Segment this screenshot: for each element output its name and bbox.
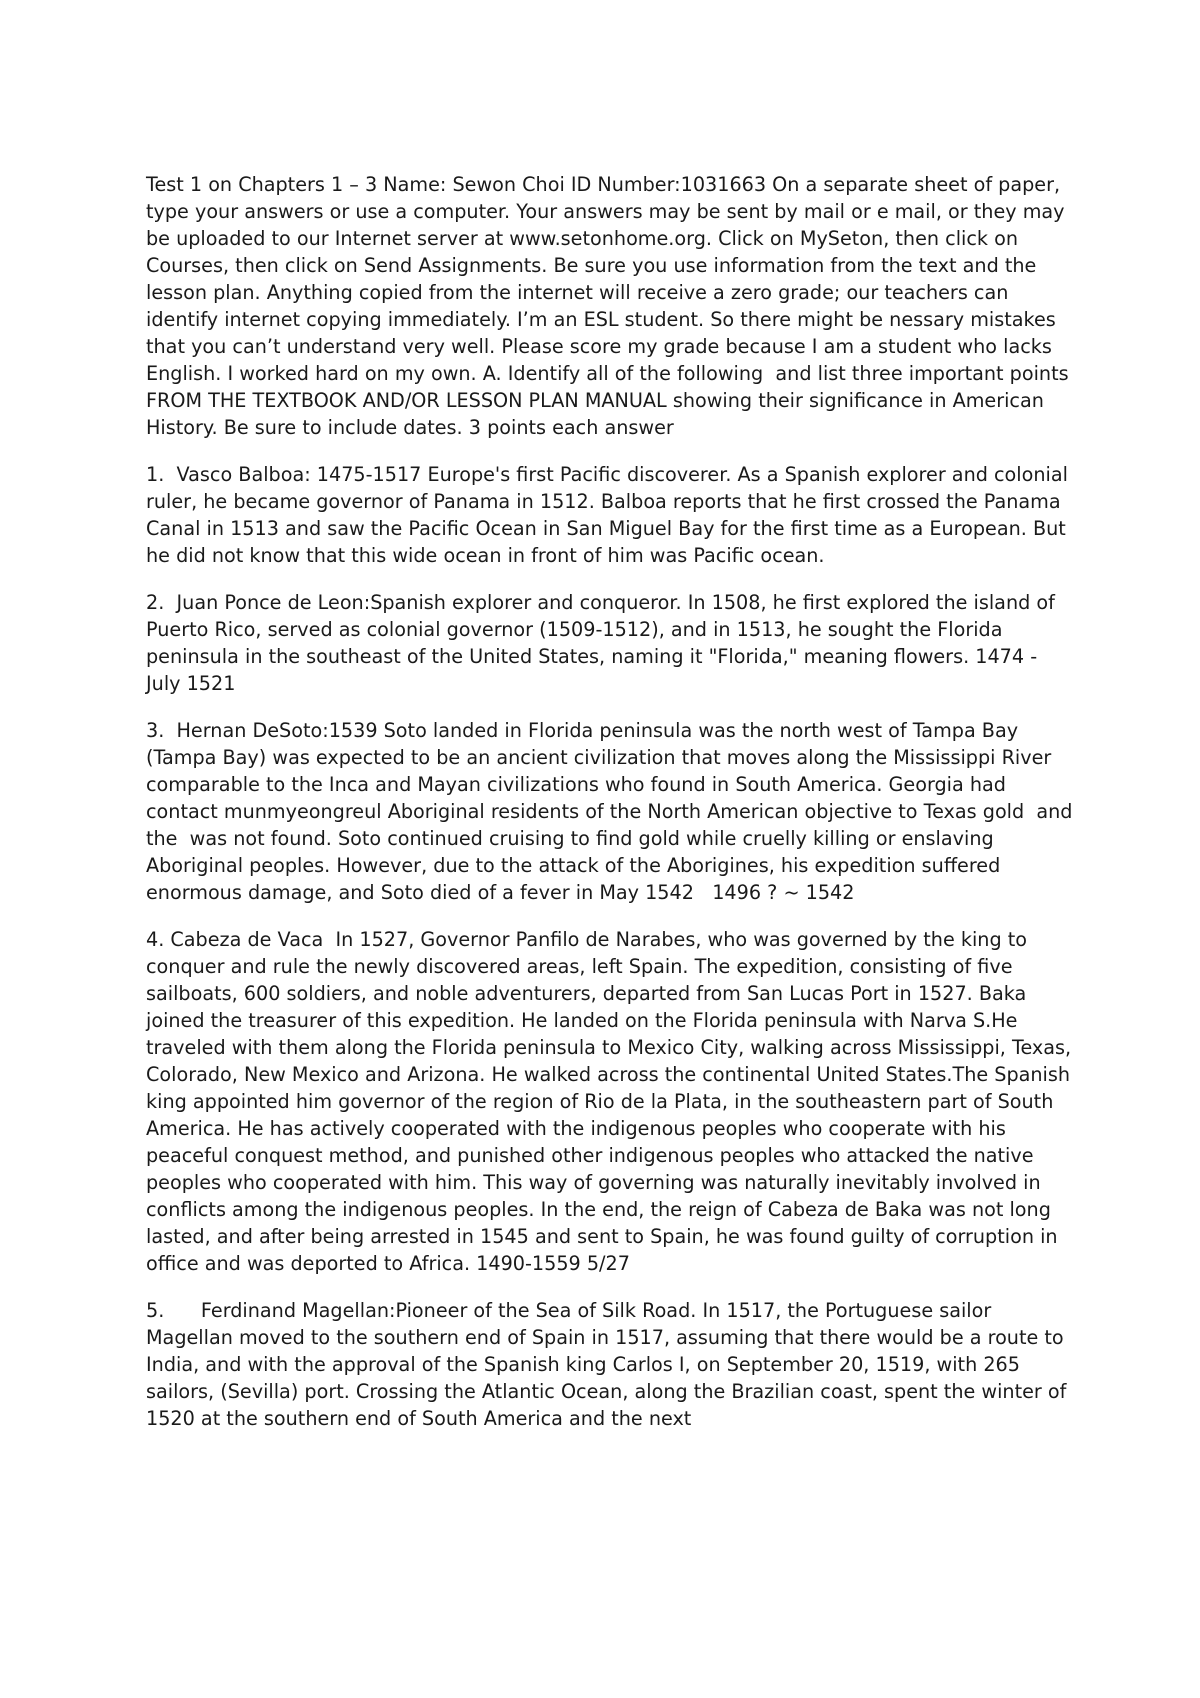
answer-2-ponce-de-leon: 2. Juan Ponce de Leon:Spanish explorer and conqueror. In 1508, he first explored the island of Puerto Rico, served as colonial governor (1509-1512), and in 1513, he sought the Florida peninsula in the southeast of the United States, naming it "Florida," meaning flowers. 1474 - July 1521: [146, 591, 1061, 695]
answer-4-cabeza-de-vaca: 4. Cabeza de Vaca In 1527, Governor Panfilo de Narabes, who was governed by the king to conquer and rule the newly discovered areas, left Spain. The expedition, consisting of five sailboats, 600 soldiers, and noble adventurers, departed from San Lucas Port in 1527. Baka joined the treasurer of this expedition. He landed on the Florida peninsula with Narva S.He traveled with them along the Florida peninsula to Mexico City, walking across Mississippi, Texas, Colorado, New Mexico and Arizona. He walked across the continental United States.The Spanish king appointed him governor of the region of Rio de la Plata, in the southeastern part of South America. He has actively cooperated with the indigenous peoples who cooperate with his peaceful conquest method, and punished other indigenous peoples who attacked the native peoples who cooperated with him. This way of governing was naturally inevitably involved in conflicts among the indigenous peoples. In the end, the reign of Cabeza de Baka was not long lasted, and after being arrested in 1545 and sent to Spain, he was found guilty of corruption in office and was deported to Africa. 1490-1559 5/27: [146, 928, 1078, 1275]
answer-1-vasco-balboa: 1. Vasco Balboa: 1475-1517 Europe's first Pacific discoverer. As a Spanish explorer and colonial ruler, he became governor of Panama in 1512. Balboa reports that he first crossed the Panama Canal in 1513 and saw the Pacific Ocean in San Miguel Bay for the first time as a European. But he did not know that this wide ocean in front of him was Pacific ocean.: [146, 463, 1075, 567]
answer-3-hernan-desoto: 3. Hernan DeSoto:1539 Soto landed in Florida peninsula was the north west of Tampa Bay (Tampa Bay) was expected to be an ancient civilization that moves along the Mississippi River comparable to the Inca and Mayan civilizations who found in South America. Georgia had contact munmyeongreul Aboriginal residents of the North American objective to Texas gold and the was not found. Soto continued cruising to find gold while cruelly killing or enslaving Aboriginal peoples. However, due to the attack of the Aborigines, his expedition suffered enormous damage, and Soto died of a fever in May 1542 1496 ? ~ 1542: [146, 719, 1079, 904]
document-body: [146, 171, 1079, 1452]
intro-paragraph: Test 1 on Chapters 1 – 3 Name: Sewon Choi ID Number:1031663 On a separate sheet of paper, type your answers or use a computer. Your answers may be sent by mail or e mail, or they may be uploaded to our Internet server at www.setonhome.org. Click on MySeton, then click on Courses, then click on Send Assignments. Be sure you use information from the text and the lesson plan. Anything copied from the internet will receive a zero grade; our teachers can identify internet copying immediately. I’m an ESL student. So there might be nessary mistakes that you can’t understand very well. Please score my grade because I am a student who lacks English. I worked hard on my own. A. Identify all of the following and list three important points FROM THE TEXTBOOK AND/OR LESSON PLAN MANUAL showing their significance in American History. Be sure to include dates. 3 points each answer: [146, 173, 1075, 439]
answer-5-magellan: 5. Ferdinand Magellan:Pioneer of the Sea of Silk Road. In 1517, the Portuguese sailor Magellan moved to the southern end of Spain in 1517, assuming that there would be a route to India, and with the approval of the Spanish king Carlos I, on September 20, 1519, with 265 sailors, (Sevilla) port. Crossing the Atlantic Ocean, along the Brazilian coast, spent the winter of 1520 at the southern end of South America and the next: [146, 1299, 1073, 1430]
